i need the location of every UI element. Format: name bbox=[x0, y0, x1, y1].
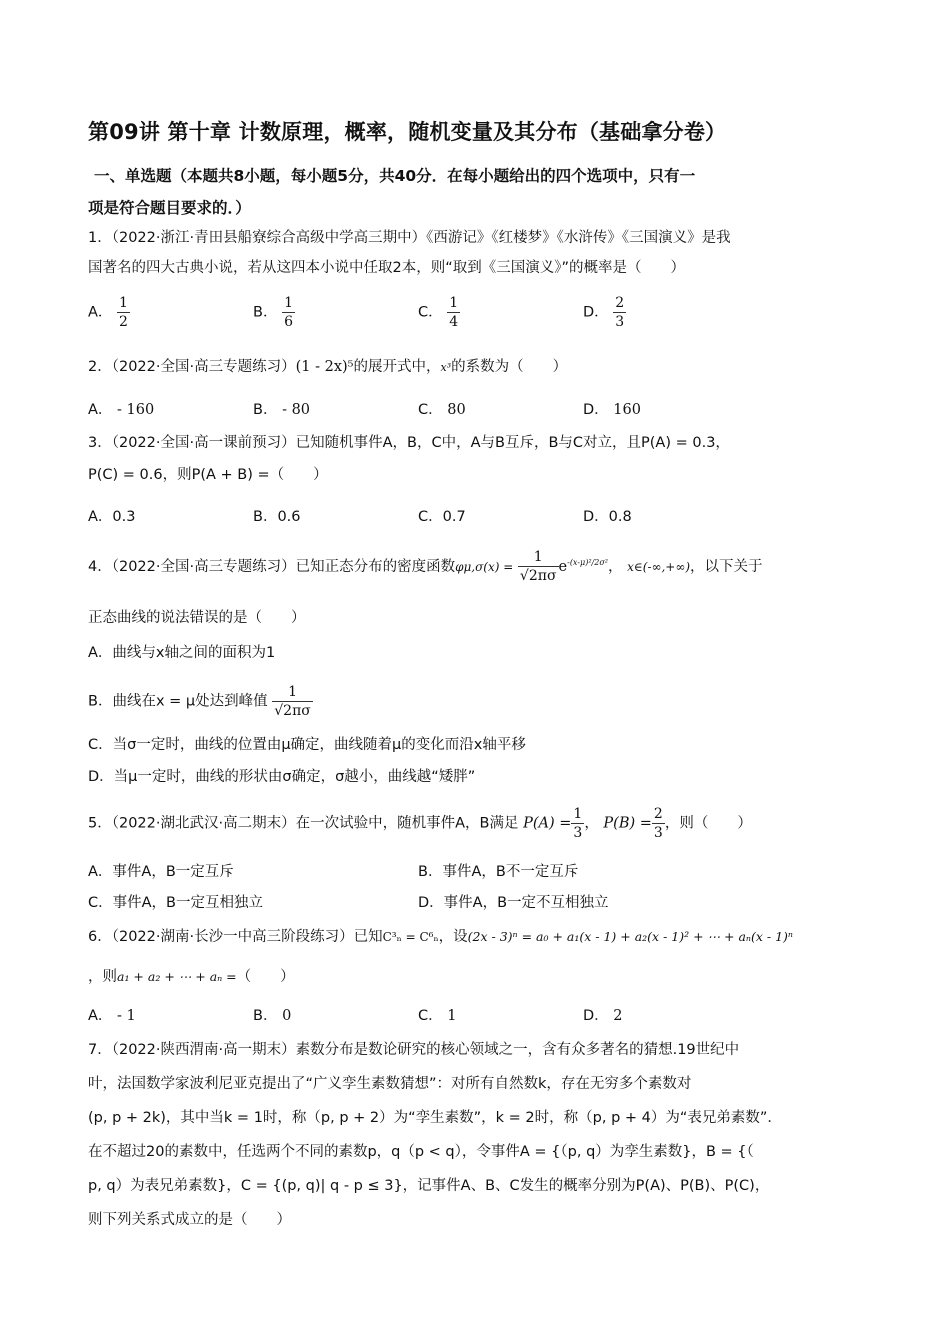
option-value: 0.3 bbox=[112, 509, 136, 525]
fraction-denominator: √2πσ bbox=[519, 568, 557, 585]
option-label: C． bbox=[418, 402, 443, 418]
option-value: 0.7 bbox=[442, 509, 466, 525]
q6-option-b[interactable] bbox=[253, 1004, 291, 1025]
option-value: 80 bbox=[447, 402, 466, 418]
option-label: D． bbox=[583, 1008, 609, 1024]
page-title: 第09讲 第十章 计数原理，概率，随机变量及其分布（基础拿分卷） bbox=[88, 120, 727, 144]
option-label: A． bbox=[88, 1008, 113, 1024]
exponent: -(x-μ)²/2σ² bbox=[567, 558, 608, 567]
question-5-prefix: 5．（2022·湖北武汉·高二期末）在一次试验中，随机事件A，B满足 bbox=[88, 815, 519, 832]
option-label: B． bbox=[253, 1008, 278, 1024]
fraction-numerator: 1 bbox=[449, 295, 459, 311]
domain: x∈(-∞,+∞) bbox=[627, 559, 691, 574]
fraction-numerator: 2 bbox=[653, 806, 663, 822]
q4-option-c[interactable]: C．当σ一定时，曲线的位置由μ确定，曲线随着μ的变化而沿x轴平移 bbox=[88, 737, 526, 753]
section-heading bbox=[88, 160, 863, 224]
fraction-denominator: 3 bbox=[573, 825, 583, 841]
q1-option-b[interactable] bbox=[253, 294, 295, 331]
question-5: 5．（2022·湖北武汉·高二期末）在一次试验中，随机事件A，B满足 P(A) = $\frac{1}{3}$ ， P(B) = $\frac{2}{3}$ ，则（ ） bbox=[88, 806, 752, 841]
option-label: A． bbox=[88, 304, 113, 321]
question-4-prefix: 4．（2022·全国·高三专题练习）已知正态分布的密度函数 bbox=[88, 558, 456, 575]
question-7-line3: (p, p + 2k)，其中当k = 1时，称（p, p + 2）为“孪生素数”，k = 2时，称（p, p + 4）为“表兄弟素数”． bbox=[88, 1110, 782, 1126]
question-7-line6: 则下列关系式成立的是（ ） bbox=[88, 1212, 291, 1228]
question-4-line2: 正态曲线的说法错误的是（ ） bbox=[88, 610, 306, 626]
option-label: A． bbox=[88, 509, 113, 525]
fraction-numerator: 1 bbox=[284, 295, 293, 311]
question-7-line5: p, q）为表兄弟素数}，C = {(p, q)| q - p ≤ 3}，记事件A、B、C发生的概率分别为P(A)、P(B)、P(C)， bbox=[88, 1178, 770, 1194]
question-6-line2-prefix: ，则 bbox=[88, 969, 117, 985]
question-3-line1: 3．（2022·全国·高一课前预习）已知随机事件A，B，C中，A与B互斥，B与C对立，且P(A) = 0.3， bbox=[88, 435, 730, 451]
question-5-suffix: ，则（ ） bbox=[664, 815, 752, 832]
option-value: - 1 bbox=[117, 1008, 136, 1024]
question-1-line2: 国著名的四大古典小说，若从这四本小说中任取2本，则“取到《三国演义》”的概率是（ ） bbox=[88, 260, 685, 276]
probability-a: P(A) = bbox=[523, 815, 572, 832]
density-function: φμ,σ(x) = bbox=[455, 559, 514, 574]
question-6-line2 bbox=[88, 962, 863, 992]
fraction-denominator: 6 bbox=[284, 314, 293, 330]
fraction-numerator: 2 bbox=[615, 295, 625, 311]
option-label: D． bbox=[583, 509, 609, 525]
option-value: 1 bbox=[447, 1008, 457, 1024]
q5-option-c[interactable]: C．事件A，B一定互相独立 bbox=[88, 895, 263, 911]
question-1 bbox=[88, 223, 863, 283]
option-label: A． bbox=[88, 402, 113, 418]
question-6 bbox=[88, 922, 863, 952]
fraction-denominator: 4 bbox=[449, 314, 459, 330]
question-2 bbox=[88, 352, 863, 383]
option-value: 2 bbox=[613, 1008, 623, 1024]
fraction-numerator: 1 bbox=[573, 806, 583, 822]
question-7 bbox=[88, 1033, 863, 1237]
q2-option-d[interactable] bbox=[583, 398, 641, 419]
option-label: D． bbox=[583, 402, 609, 418]
question-4-suffix: ，以下关于 bbox=[690, 558, 763, 575]
question-2-suffix: 的系数为（ ） bbox=[451, 359, 568, 375]
combination-condition: C³ₙ = C⁶ₙ bbox=[382, 930, 439, 944]
fraction-denominator: 3 bbox=[615, 314, 625, 330]
q5-option-d[interactable]: D．事件A，B一定不互相独立 bbox=[418, 895, 609, 911]
q6-option-a[interactable] bbox=[88, 1004, 136, 1025]
q1-option-c[interactable] bbox=[418, 294, 460, 331]
option-value: - 80 bbox=[282, 402, 311, 418]
option-label: C． bbox=[418, 1008, 443, 1024]
q2-option-b[interactable] bbox=[253, 398, 310, 419]
probability-b: P(B) = bbox=[603, 815, 652, 832]
q6-option-c[interactable] bbox=[418, 1004, 456, 1025]
exponential-base: e bbox=[558, 558, 568, 575]
option-text: B．曲线在x = μ处达到峰值 bbox=[88, 693, 268, 710]
question-2-prefix: 2．（2022·全国·高三专题练习） bbox=[88, 359, 296, 375]
option-label: D． bbox=[583, 304, 609, 321]
question-2-mid: 的展开式中， bbox=[353, 359, 441, 375]
question-6-prefix: 6．（2022·湖南·长沙一中高三阶段练习）已知 bbox=[88, 929, 383, 945]
fraction-denominator: 3 bbox=[653, 825, 663, 841]
option-value: 160 bbox=[613, 402, 641, 418]
option-label: C． bbox=[418, 509, 443, 525]
fraction-numerator: 1 bbox=[518, 548, 559, 567]
expansion-expression: (2x - 3)ⁿ = a₀ + a₁(x - 1) + a₂(x - 1)² + ⋯ + aₙ(x - 1)ⁿ bbox=[467, 929, 793, 944]
option-value: - 160 bbox=[117, 402, 155, 418]
q4-option-a[interactable]: A．曲线与x轴之间的面积为1 bbox=[88, 645, 276, 661]
option-label: B． bbox=[253, 304, 278, 321]
q4-option-d[interactable]: D．当μ一定时，曲线的形状由σ确定，σ越小，曲线越“矮胖” bbox=[88, 769, 476, 785]
option-value: 0 bbox=[282, 1008, 292, 1024]
q5-option-a[interactable]: A．事件A，B一定互斥 bbox=[88, 864, 234, 880]
question-7-line4: 在不超过20的素数中，任选两个不同的素数p，q（p < q），令事件A = {（p, q）为孪生素数}，B = {（ bbox=[88, 1144, 754, 1160]
option-label: C． bbox=[418, 304, 443, 321]
q1-option-a[interactable] bbox=[88, 294, 130, 331]
section-heading-line2: 项是符合题目要求的．） bbox=[88, 199, 251, 217]
option-label: B． bbox=[253, 402, 278, 418]
q3-option-c[interactable] bbox=[418, 505, 466, 526]
question-3-line2: P(C) = 0.6，则P(A + B) =（ ） bbox=[88, 467, 328, 483]
q3-option-a[interactable] bbox=[88, 505, 135, 526]
question-1-line1: 1．（2022·浙江·青田县船寮综合高级中学高三期中）《西游记》《红楼梦》《水浒传》《三国演义》是我 bbox=[88, 230, 731, 246]
option-value: 0.6 bbox=[277, 509, 301, 525]
question-7-line2: 叶，法国数学家波利尼亚克提出了“广义孪生素数猜想”：对所有自然数k，存在无穷多个素数对 bbox=[88, 1076, 692, 1092]
fraction-denominator: √2πσ bbox=[274, 703, 311, 719]
question-7-line1: 7．（2022·陕西渭南·高一期末）素数分布是数论研究的核心领域之一，含有众多著名的猜想.19世纪中 bbox=[88, 1042, 740, 1058]
q1-option-d[interactable] bbox=[583, 294, 626, 331]
q5-option-b[interactable]: B．事件A，B不一定互斥 bbox=[418, 864, 579, 880]
option-value: 0.8 bbox=[608, 509, 632, 525]
q2-option-c[interactable] bbox=[418, 398, 466, 419]
question-6-mid: ，设 bbox=[438, 929, 468, 945]
q6-option-d[interactable] bbox=[583, 1004, 623, 1025]
coefficient-sum: a₁ + a₂ + ⋯ + aₙ = bbox=[117, 969, 237, 984]
question-4: 4．（2022·全国·高三专题练习）已知正态分布的密度函数φμ,σ(x) = $\frac{1}{√2\pi\sigma}$ $e^{-(x-\mu)^2/2\sigma^2}$， x∈(-∞,+∞)，以下关于 bbox=[88, 549, 763, 585]
q3-option-d[interactable] bbox=[583, 505, 632, 526]
fraction-numerator: 1 bbox=[119, 295, 128, 311]
option-label: B． bbox=[253, 509, 278, 525]
question-2-term: x³ bbox=[440, 361, 452, 374]
q3-option-b[interactable] bbox=[253, 505, 301, 526]
section-heading-line1: 一、单选题（本题共8小题，每小题5分，共40分．在每小题给出的四个选项中，只有一 bbox=[94, 167, 696, 185]
fraction-numerator: 1 bbox=[272, 683, 313, 702]
q4-option-b[interactable] bbox=[88, 683, 863, 720]
question-2-expression: (1 - 2x)⁵ bbox=[295, 359, 354, 375]
q2-option-a[interactable] bbox=[88, 398, 154, 419]
question-3 bbox=[88, 428, 863, 490]
question-6-line2-suffix: （ ） bbox=[236, 969, 295, 985]
fraction-denominator: 2 bbox=[119, 314, 128, 330]
